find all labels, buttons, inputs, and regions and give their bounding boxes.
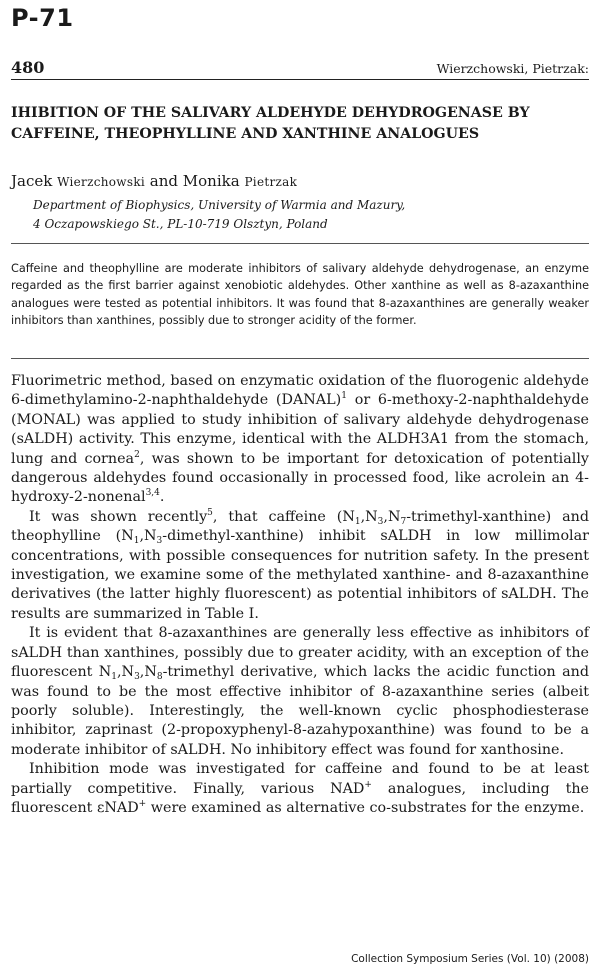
subscript: 1 xyxy=(111,672,117,683)
page-number: 480 xyxy=(11,58,45,77)
abstract: Caffeine and theophylline are moderate inhibitors of salivary aldehyde dehydrogenase, an enzyme regarded as the first barrier against xenobiotic aldehydes. Other xanthine as well as 8-azaxanthine analogues were tested as potential inhibitors. It was found that 8-azaxanthines are generally weaker inhibitors than xanthines, possibly due to stronger acidity of the former. xyxy=(11,262,589,328)
body-text-run: ,N xyxy=(360,508,378,525)
body-text-run: -dimethyl-xanthine) inhibit sALDH in low millimolar concentrations, with possible consequences for nutrition safety. In the present investigation, we examine some of the methylated xanthine- and 8-azaxanthine derivatives (the latter highly fluorescent) as potential inhibitors of sALDH. The results are summarized in Table I. xyxy=(11,528,589,622)
reference-superscript: 3,4 xyxy=(145,488,160,499)
poster-id: P-71 xyxy=(11,4,74,32)
subscript: 3 xyxy=(377,516,384,527)
body-text-run: Fluorimetric method, based on enzymatic oxidation of the fluorogenic aldehyde 6-dimethylamino-2-naphthaldehyde (DANAL) xyxy=(11,373,589,409)
affiliation-line-2: 4 Oczapowskiego St., PL-10-719 Olsztyn, Poland xyxy=(33,217,328,231)
body-text-run: or 6-methoxy-2-naphthaldehyde (MONAL) was applied to study inhibition of salivary aldehyde dehydrogenase (sALDH) activity. This enzyme, identical with the ALDH3A1 from the stomach, lung and cornea xyxy=(11,392,589,467)
affiliation-line-1: Department of Biophysics, University of Warmia and Mazury, xyxy=(33,198,406,212)
footer-series: Collection Symposium Series (Vol. 10) (2008) xyxy=(351,953,589,965)
body-text-run: ,N xyxy=(139,528,157,545)
running-head: Wierzchowski, Pietrzak: xyxy=(436,61,589,76)
body-text-run: Inhibition mode was investigated for caffeine and found to be at least partially competitive. Finally, various NAD xyxy=(11,761,589,797)
subscript: 1 xyxy=(354,516,361,527)
body-text-run: -trimethyl derivative, which lacks the acidic function and was found to be the most effective inhibitor of 8-azaxanthine series (albeit poorly soluble). Interestingly, the well-known cyclic phosphodiesterase inhibitor, zaprinast (2-propoxyphenyl-8-azahypoxanthine) was found to be a moderate inhibitor of sALDH. No inhibitory effect was found for xanthosine. xyxy=(11,664,589,758)
abstract-rule-top xyxy=(11,243,589,244)
body-text-run: It is evident that 8-azaxanthines are generally less effective as inhibitors of sALDH than xanthines, possibly due to greater acidity, with an exception of the fluorescent N xyxy=(11,625,589,681)
author-1-last: Wierzchowski xyxy=(57,175,146,189)
subscript: 3 xyxy=(156,536,163,547)
body-text-run: It was shown recently xyxy=(29,508,208,525)
paper-title: IHIBITION OF THE SALIVARY ALDEHYDE DEHYDROGENASE BY CAFFEINE, THEOPHYLLINE AND XANTHINE ANALOGUES xyxy=(11,105,530,142)
reference-superscript: 5 xyxy=(207,507,213,518)
author-2-first: Monika xyxy=(182,172,245,190)
author-1-first: Jacek xyxy=(11,172,58,190)
reference-superscript: 2 xyxy=(134,449,140,460)
subscript: 1 xyxy=(133,536,140,547)
body-text-run: -trimethyl-xanthine) and theophylline (N xyxy=(11,508,589,545)
subscript: 3 xyxy=(134,672,140,683)
body-text-run: , was shown to be important for detoxication of potentially dangerous aldehydes found occasionally in processed food, like acrolein an 4-hydroxy-2-nonenal xyxy=(11,450,589,506)
reference-superscript: 1 xyxy=(341,391,347,402)
body-text-run: ,N xyxy=(117,664,135,681)
charge-superscript: + xyxy=(364,779,372,790)
charge-superscript: + xyxy=(138,798,147,809)
body-text-run: ,N xyxy=(139,664,157,681)
author-2-last: Pietrzak xyxy=(244,175,298,189)
body-paragraph-1 xyxy=(11,372,589,508)
author-line xyxy=(11,172,297,190)
body-paragraph-3 xyxy=(11,624,589,760)
body-text-run: ,N xyxy=(383,508,401,525)
author-conjunction: and xyxy=(145,172,183,190)
body-paragraph-2 xyxy=(11,508,589,624)
affiliation xyxy=(33,196,573,234)
body-paragraph-4 xyxy=(11,760,589,818)
body-text-run: . xyxy=(159,489,165,506)
subscript: 8 xyxy=(156,672,163,683)
header-rule xyxy=(11,79,589,80)
body-text-run: analogues, including the fluorescent εNAD xyxy=(11,780,589,816)
body-text-run: were examined as alternative co-substrates for the enzyme. xyxy=(146,799,585,816)
body-text-run: , that caffeine (N xyxy=(212,508,355,525)
subscript: 7 xyxy=(400,516,407,527)
abstract-rule-bottom xyxy=(11,358,589,359)
body-text xyxy=(11,372,589,818)
